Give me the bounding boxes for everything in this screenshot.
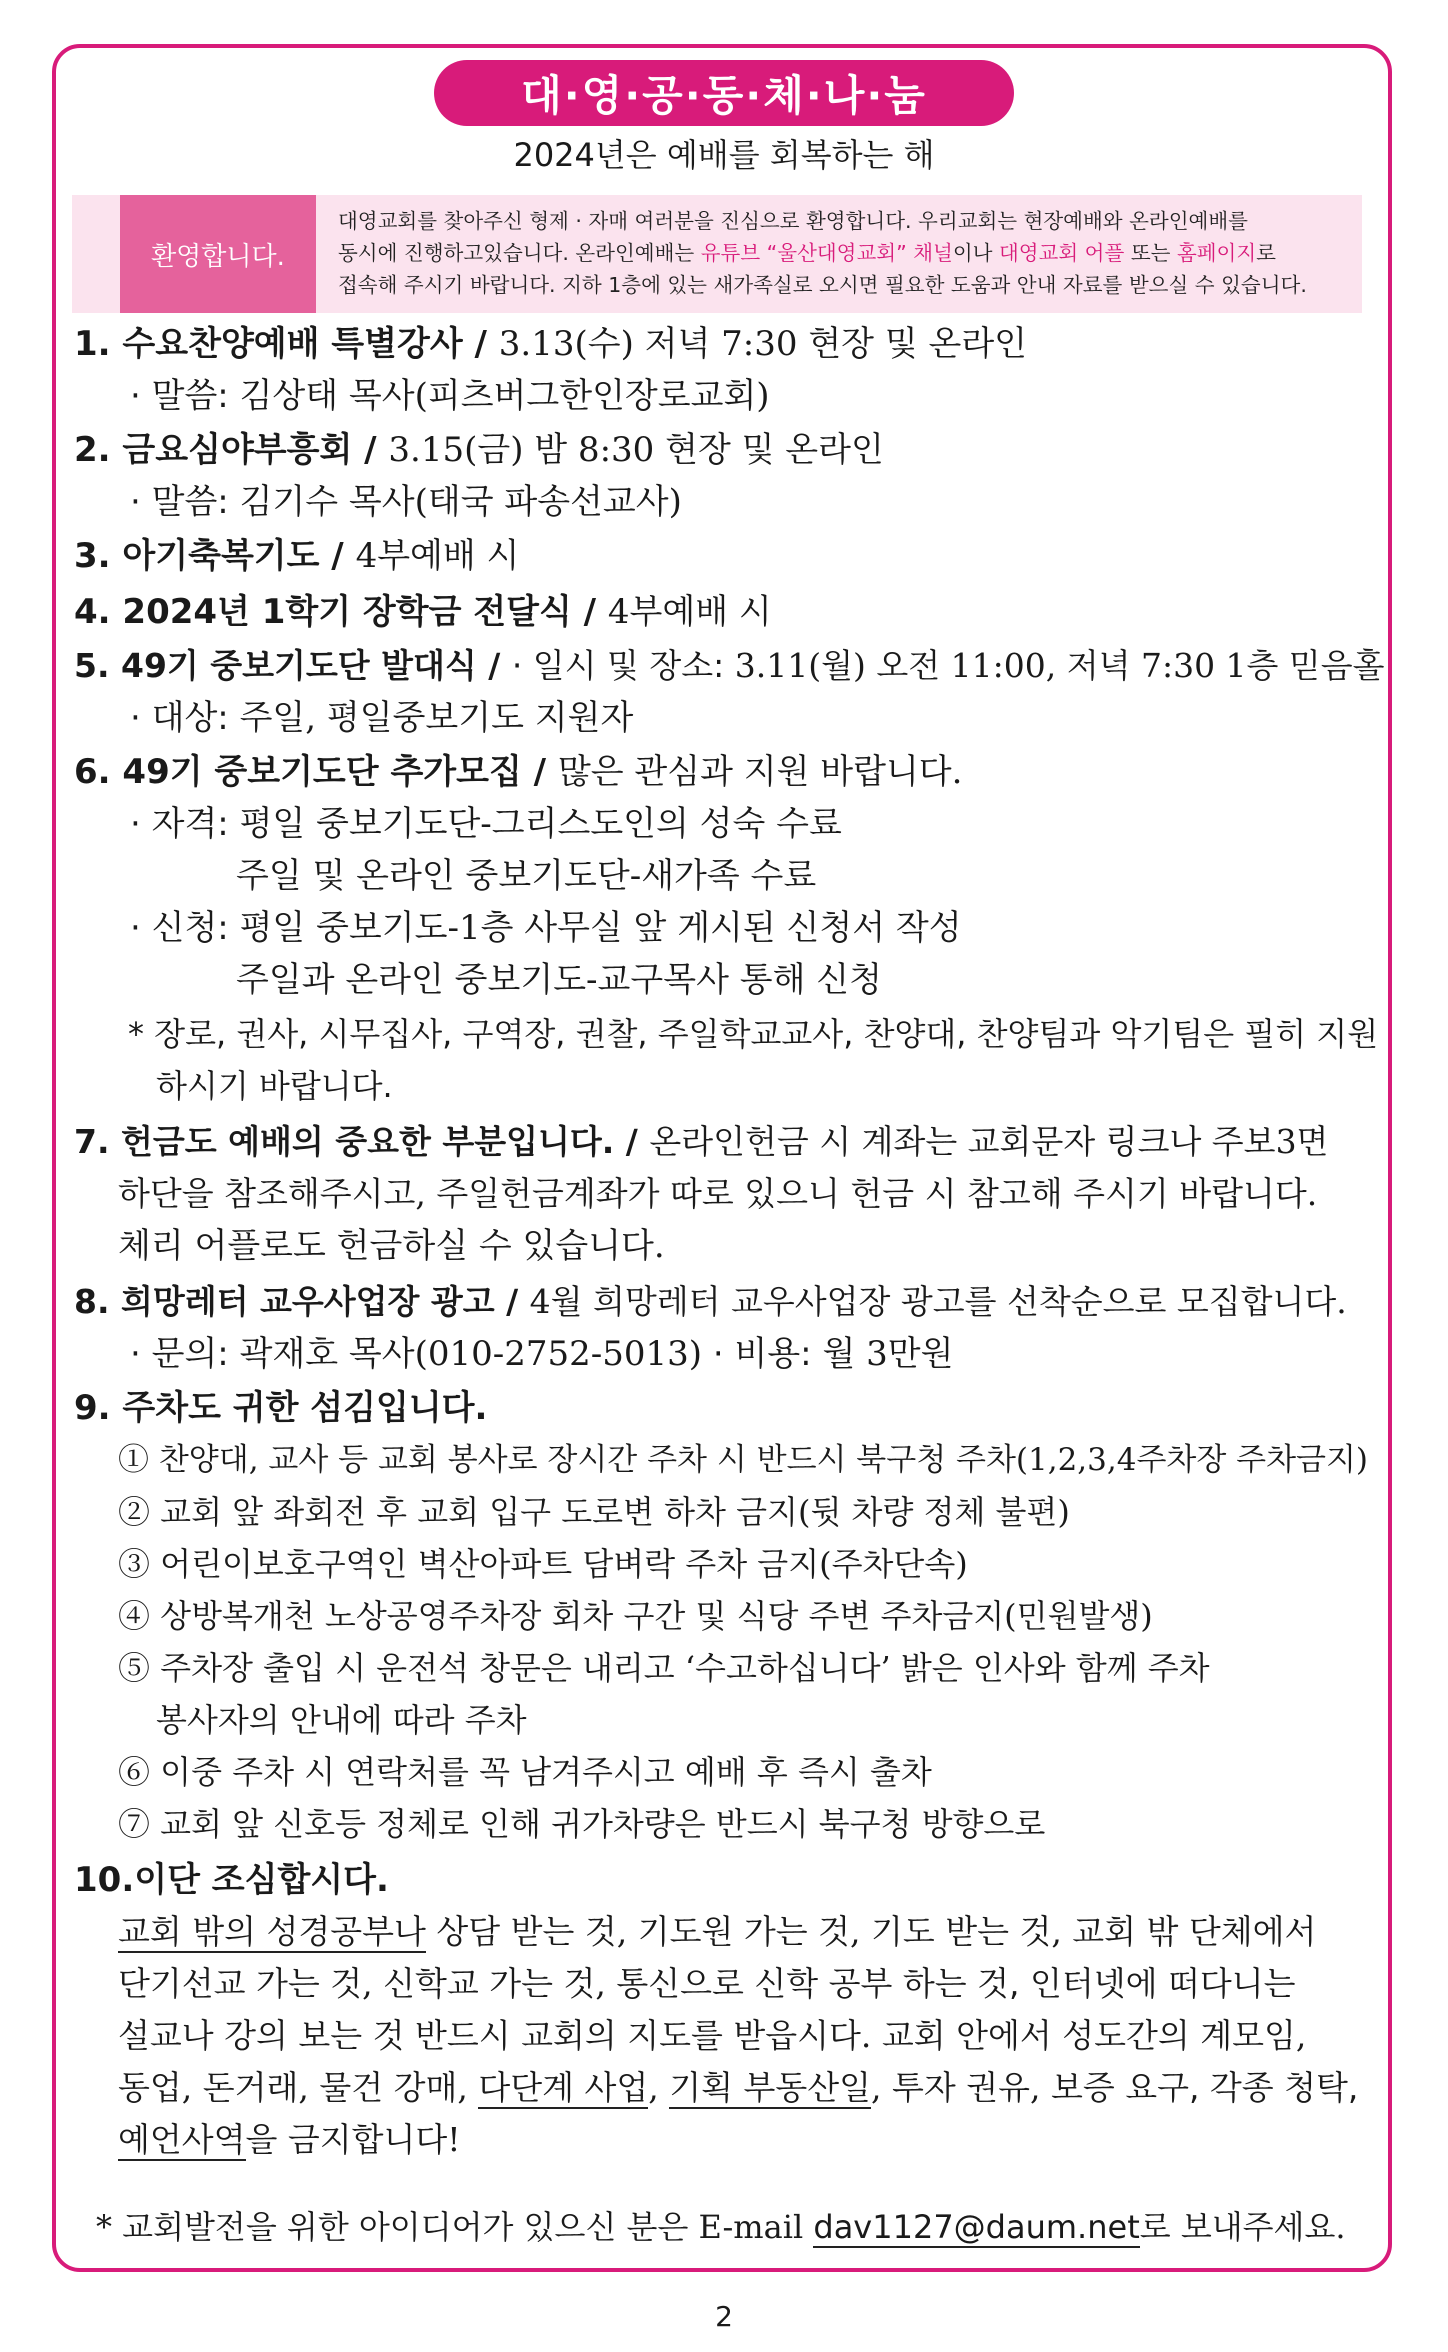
welcome-line-3: 접속해 주시기 바랍니다. 지하 1층에 있는 새가족실로 오시면 필요한 도움과 안내 자료를 받으실 수 있습니다. xyxy=(338,273,1307,297)
welcome-label: 환영합니다. xyxy=(120,195,316,313)
welcome-line-2 xyxy=(338,237,1362,269)
footer-note xyxy=(96,2202,1346,2248)
item-title: 3. 아기축복기도 / xyxy=(74,536,356,576)
item-10-line-2 xyxy=(118,1962,1295,2006)
item-6-qualification xyxy=(130,802,842,846)
item-4-heading xyxy=(74,590,772,634)
item-9-heading: 9. 주차도 귀한 섬김입니다. xyxy=(74,1388,488,1428)
value: 김상태 목사(피츠버그한인장로교회) xyxy=(239,376,770,416)
text: 단기선교 가는 것, 신학교 가는 것, xyxy=(118,1964,617,2003)
label: · 문의: xyxy=(130,1334,240,1374)
text: 을 금지합니다! xyxy=(245,2120,461,2159)
item-6-apply-2: 주일과 온라인 중보기도-교구목사 통해 신청 xyxy=(236,960,882,1000)
text: , xyxy=(648,2068,670,2107)
text: 로 xyxy=(1256,241,1276,265)
text: 반드시 교회의 지도를 받읍시다. 교회 안에서 성도간의 계모임, xyxy=(404,2016,1307,2055)
item-title: 5. 49기 중보기도단 발대식 / xyxy=(74,646,512,685)
value: 곽재호 목사(010-2752-5013) xyxy=(239,1334,703,1374)
label: · 비용: xyxy=(702,1334,823,1374)
item-7-line-3: 체리 어플로도 헌금하실 수 있습니다. xyxy=(118,1226,665,1266)
item-title: 2. 금요심야부흥회 / xyxy=(74,430,389,470)
underlined-text: 기획 부동산일 xyxy=(669,2068,871,2107)
item-9-rule-5-cont: 봉사자의 안내에 따라 주차 xyxy=(156,1701,527,1739)
welcome-text xyxy=(316,195,1362,313)
page-number: 2 xyxy=(715,2300,733,2333)
item-9-rule-6: ⑥ 이중 주차 시 연락처를 꼭 남겨주시고 예배 후 즉시 출차 xyxy=(118,1753,932,1791)
page-subtitle: 2024년은 예배를 회복하는 해 xyxy=(513,136,935,174)
item-detail: 많은 관심과 지원 바랍니다. xyxy=(557,752,963,792)
item-detail: 3.11(월) 오전 11:00, 저녁 7:30 1층 믿음홀 xyxy=(734,646,1385,685)
text: 또는 xyxy=(1124,241,1177,265)
text: 통신으로 신학 공부 하는 것, 인터넷에 떠다니는 xyxy=(616,1964,1296,2003)
item-8-sub xyxy=(130,1332,953,1376)
item-detail: 현장 및 온라인 xyxy=(808,324,1028,364)
label: · 말씀: xyxy=(130,376,240,416)
item-10-line-4 xyxy=(118,2066,1358,2110)
item-9-rule-1: ① 찬양대, 교사 등 교회 봉사로 장시간 주차 시 반드시 북구청 주차(1,2,3,4주차장 주차금지) xyxy=(118,1442,1369,1478)
item-1-heading xyxy=(74,322,1027,366)
text: 동시에 진행하고있습니다. 온라인예배는 xyxy=(338,241,701,265)
item-9-rule-7: ⑦ 교회 앞 신호등 정체로 인해 귀가차량은 반드시 북구청 방향으로 xyxy=(118,1805,1046,1843)
text: 보증 요구, 각종 청탁, xyxy=(1050,2068,1359,2107)
item-9-rule-2: ② 교회 앞 좌회전 후 교회 입구 도로변 하차 금지(뒷 차량 정체 불편) xyxy=(118,1493,1070,1531)
item-5-sub xyxy=(130,696,633,740)
item-10-line-1 xyxy=(118,1910,1316,1954)
page-title: 대·영·공·동·체·나·눔 xyxy=(434,60,1014,126)
label: · 대상: xyxy=(130,698,240,738)
item-title: 4. 2024년 1학기 장학금 전달식 / xyxy=(74,592,608,632)
item-8-heading xyxy=(74,1280,1347,1324)
label: · 자격: xyxy=(130,804,240,844)
item-detail: 4월 희망레터 교우사업장 광고를 선착순으로 모집합니다. xyxy=(529,1282,1347,1321)
value: 평일 중보기도단-그리스도인의 성숙 수료 xyxy=(239,804,842,844)
item-6-note-2: 하시기 바랍니다. xyxy=(156,1067,393,1105)
item-2-sub xyxy=(130,480,682,524)
item-title: 1. 수요찬양예배 특별강사 / xyxy=(74,324,499,364)
text: 로 보내주세요. xyxy=(1139,2208,1346,2246)
underlined-text: 다단계 사업 xyxy=(478,2068,649,2107)
item-9-rule-3: ③ 어린이보호구역인 벽산아파트 담벼락 주차 금지(주차단속) xyxy=(118,1545,968,1583)
item-2-heading xyxy=(74,428,884,472)
item-detail: 4부예배 시 xyxy=(355,536,520,576)
homepage: 홈페이지 xyxy=(1176,241,1257,265)
label: · 일시 및 장소: xyxy=(511,646,735,685)
youtube-channel: 유튜브 “울산대영교회” 채널 xyxy=(700,241,953,265)
item-title: 6. 49기 중보기도단 추가모집 / xyxy=(74,752,558,792)
item-6-heading xyxy=(74,750,962,794)
value: 주일, 평일중보기도 지원자 xyxy=(239,698,634,738)
item-detail: 4부예배 시 xyxy=(607,592,772,632)
value: 김기수 목사(태국 파송선교사) xyxy=(239,482,682,522)
welcome-box xyxy=(72,195,1362,313)
item-6-note: * 장로, 권사, 시무집사, 구역장, 권찰, 주일학교교사, 찬양대, 찬양팀과 악기팀은 필히 지원 xyxy=(128,1015,1379,1053)
label: · 말씀: xyxy=(130,482,240,522)
item-10-line-5 xyxy=(118,2118,461,2162)
text: 설교나 강의 보는 것 xyxy=(118,2016,405,2055)
welcome-line-1: 대영교회를 찾아주신 형제 · 자매 여러분을 진심으로 환영합니다. 우리교회는 현장예배와 온라인예배를 xyxy=(338,209,1248,233)
item-10-heading: 10.이단 조심합시다. xyxy=(74,1860,389,1900)
underlined-text: 교회 밖의 성경공부나 xyxy=(118,1912,426,1951)
item-detail: 현장 및 온라인 xyxy=(665,430,884,470)
email-link[interactable]: dav1127@daum.net xyxy=(813,2208,1140,2246)
item-detail: 온라인헌금 시 계좌는 교회문자 링크나 주보3면 xyxy=(649,1122,1329,1161)
item-detail: 3.15(금) 밤 8:30 xyxy=(388,430,666,470)
item-10-line-3 xyxy=(118,2014,1306,2058)
text: 이나 xyxy=(952,241,999,265)
text: * 교회발전을 위한 아이디어가 있으신 분은 E-mail xyxy=(96,2208,814,2246)
church-app: 대영교회 어플 xyxy=(998,241,1125,265)
underlined-text: 예언사역 xyxy=(118,2120,246,2159)
item-1-sub xyxy=(130,374,770,418)
text: 상담 받는 것, 기도원 가는 것, 기도 받는 것, 교회 밖 단체에서 xyxy=(425,1912,1317,1951)
item-7-heading xyxy=(74,1120,1328,1164)
label: · 신청: xyxy=(130,908,240,948)
value: 평일 중보기도-1층 사무실 앞 게시된 신청서 작성 xyxy=(239,908,962,948)
item-title: 8. 희망레터 교우사업장 광고 / xyxy=(74,1282,530,1321)
text: 동업, 돈거래, 물건 강매, xyxy=(118,2068,479,2107)
item-6-qualification-2: 주일 및 온라인 중보기도단-새가족 수료 xyxy=(236,856,817,896)
item-3-heading xyxy=(74,534,519,578)
item-5-heading xyxy=(74,644,1385,688)
item-title: 7. 헌금도 예배의 중요한 부분입니다. / xyxy=(74,1122,650,1161)
item-9-rule-4: ④ 상방복개천 노상공영주차장 회차 구간 및 식당 주변 주차금지(민원발생) xyxy=(118,1597,1153,1635)
item-6-apply xyxy=(130,906,962,950)
item-detail: 3.13(수) 저녁 7:30 xyxy=(498,324,809,364)
item-7-line-2: 하단을 참조해주시고, 주일헌금계좌가 따로 있으니 헌금 시 참고해 주시기 바랍니다. xyxy=(118,1174,1318,1213)
item-9-rule-5: ⑤ 주차장 출입 시 운전석 창문은 내리고 ‘수고하십니다’ 밝은 인사와 함께 주차 xyxy=(118,1649,1210,1687)
text: , 투자 권유, xyxy=(870,2068,1051,2107)
value: 월 3만원 xyxy=(822,1334,954,1374)
